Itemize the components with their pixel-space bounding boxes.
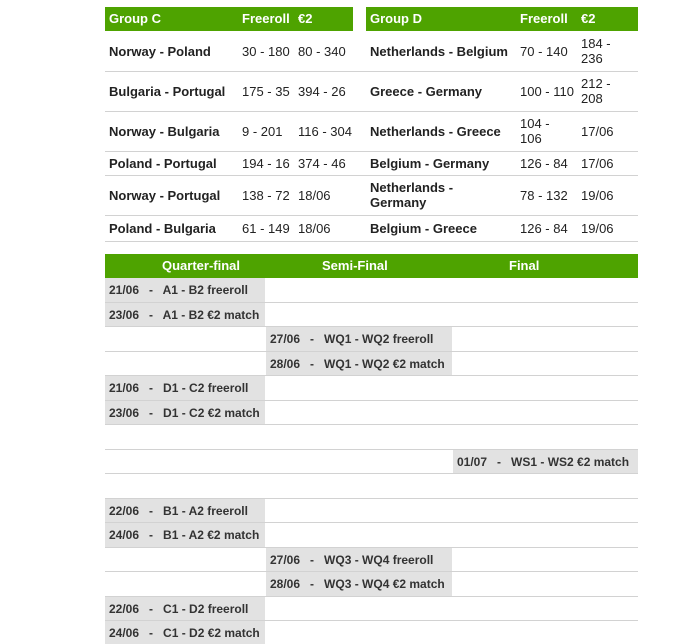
group-d-freeroll-col: Freeroll — [520, 11, 568, 26]
semi-final-heading: Semi-Final — [322, 258, 388, 273]
group-d-match: Belgium - Germany — [370, 155, 490, 171]
group-row — [105, 215, 638, 242]
group-d-match: Netherlands - Belgium — [370, 43, 508, 59]
quarter-final-match: 24/06 - C1 - D2 €2 match — [105, 621, 265, 644]
group-d-title: Group D — [370, 11, 422, 26]
group-c-freeroll: 194 - 16 — [242, 155, 290, 171]
group-d-match: Belgium - Greece — [370, 220, 477, 236]
group-d-euro: 17/06 — [581, 155, 614, 171]
group-c-freeroll-col: Freeroll — [242, 11, 290, 26]
group-d-freeroll: 100 - 110 — [520, 83, 574, 99]
group-c-freeroll: 9 - 201 — [242, 123, 283, 139]
quarter-final-match: 21/06 - A1 - B2 freeroll — [105, 278, 265, 302]
group-d-match: Netherlands - Germany — [370, 180, 454, 210]
group-c-title: Group C — [109, 11, 161, 26]
group-c-freeroll: 30 - 180 — [242, 43, 290, 59]
group-d-euro-col: €2 — [581, 11, 596, 26]
group-d-freeroll: 126 - 84 — [520, 155, 568, 171]
group-c-euro: 80 - 340 — [298, 43, 346, 59]
group-c-match: Norway - Bulgaria — [109, 123, 220, 139]
group-d-freeroll: 126 - 84 — [520, 220, 568, 236]
final-heading: Final — [509, 258, 540, 273]
group-d-euro: 19/06 — [581, 187, 614, 203]
group-d-euro: 212 - 208 — [581, 76, 611, 106]
group-c-freeroll: 138 - 72 — [242, 187, 290, 203]
group-c-match: Poland - Portugal — [109, 155, 217, 171]
group-d-freeroll: 70 - 140 — [520, 43, 568, 59]
semi-final-match: 27/06 - WQ3 - WQ4 freeroll — [266, 548, 452, 571]
group-d-euro: 17/06 — [581, 123, 614, 139]
bracket-header — [105, 254, 638, 278]
quarter-final-match: 23/06 - A1 - B2 €2 match — [105, 303, 265, 326]
group-c-match: Norway - Portugal — [109, 187, 221, 203]
group-row — [105, 71, 638, 112]
group-row — [105, 151, 638, 176]
group-c-match: Poland - Bulgaria — [109, 220, 216, 236]
group-d-freeroll: 104 - 106 — [520, 116, 550, 146]
semi-final-match: 28/06 - WQ1 - WQ2 €2 match — [266, 352, 452, 375]
group-d-match: Netherlands - Greece — [370, 123, 501, 139]
group-c-euro: 394 - 26 — [298, 83, 346, 99]
group-c-euro: 18/06 — [298, 187, 331, 203]
group-c-euro: 116 - 304 — [298, 123, 352, 139]
quarter-final-match: 23/06 - D1 - C2 €2 match — [105, 401, 265, 424]
group-c-header — [105, 7, 353, 31]
group-c-match: Bulgaria - Portugal — [109, 83, 226, 99]
final-match: 01/07 - WS1 - WS2 €2 match — [453, 450, 638, 473]
group-d-euro: 19/06 — [581, 220, 614, 236]
group-row — [105, 31, 638, 72]
semi-final-match: 28/06 - WQ3 - WQ4 €2 match — [266, 572, 452, 596]
divider — [105, 473, 638, 474]
divider — [105, 424, 638, 425]
group-c-freeroll: 61 - 149 — [242, 220, 290, 236]
group-c-match: Norway - Poland — [109, 43, 211, 59]
group-d-euro: 184 - 236 — [581, 36, 611, 66]
group-row — [105, 111, 638, 152]
quarter-final-match: 21/06 - D1 - C2 freeroll — [105, 376, 265, 400]
group-d-match: Greece - Germany — [370, 83, 483, 99]
quarter-final-heading: Quarter-final — [162, 258, 241, 273]
quarter-final-match: 22/06 - B1 - A2 freeroll — [105, 499, 265, 522]
group-c-euro-col: €2 — [298, 11, 313, 26]
group-c-euro: 18/06 — [298, 220, 331, 236]
group-row — [105, 175, 638, 216]
group-d-freeroll: 78 - 132 — [520, 187, 568, 203]
quarter-final-match: 24/06 - B1 - A2 €2 match — [105, 523, 265, 547]
group-d-header — [366, 7, 638, 31]
group-c-euro: 374 - 46 — [298, 155, 346, 171]
quarter-final-match: 22/06 - C1 - D2 freeroll — [105, 597, 265, 620]
semi-final-match: 27/06 - WQ1 - WQ2 freeroll — [266, 327, 452, 351]
group-c-freeroll: 175 - 35 — [242, 83, 290, 99]
